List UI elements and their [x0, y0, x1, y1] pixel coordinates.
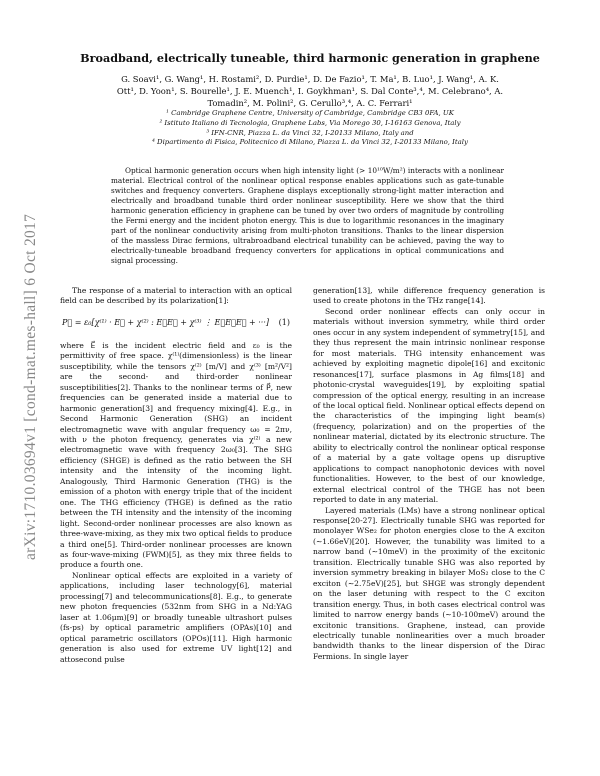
arxiv-identifier[interactable]: arXiv:1710.03694v1 [cond-mat.mes-hall] 6 Oct 2017 [22, 213, 39, 560]
paragraph: Layered materials (LMs) have a strong nonlinear optical response[20-27]. Electrically tunable SHG was reported for monolayer WSe₂ for photon energies close to the A exciton (∼1.66eV)[20]. However, the tunability was limited to a narrow band (∼10meV) in the proximity of the excitonic transition. Electrically tunable SHG was also reported by inversion symmetry breaking in bilayer MoS₂ close to the C exciton (∼2.75eV)[25], but SHGE was strongly dependent on the laser detuning with respect to the C exciton transition energy. Thus, in both cases electrical control was limited to narrow energy bands (∼10-100meV) around the excitonic transitions. Graphene, instead, can provide electrically tunable nonlinearities over a much broader bandwidth thanks to the linear dispersion of the Dirac Fermions. In single layer [313, 505, 545, 661]
right-column [313, 286, 545, 662]
author-list: G. Soavi¹, G. Wang¹, H. Rostami², D. Purdie¹, D. De Fazio¹, T. Ma¹, B. Luo¹, J. Wang¹, A. K. Ott¹, D. Yoon¹, S. Bourelle¹, J. E. Muench¹, I. Goykhman¹, S. Dal Conte³,⁴, M. Celebrano⁴, A. Tomadin², M. Polini², G. Cerullo³,⁴, A. C. Ferrari¹ [116, 74, 504, 108]
paragraph: The response of a material to interaction with an optical field can be described by its polarization[1]: [60, 286, 292, 306]
equation-1 [60, 313, 292, 335]
paragraph: Second order nonlinear effects can only occur in materials without inversion symmetry, while third order ones occur in any system independent of symmetry[15], and they thus represent the main intrinsic nonlinear response for most materials. THG intensity enhancement was achieved by exploiting magnetic dipole[16] and excitonic resonances[17], surface plasmons in Ag films[18] and photonic-crystal waveguides[19], by exploiting spatial compression of the optical energy, resulting in an increase of the local optical field. Nonlinear optical effects depend on the characteristics of the impinging light beam(s) (frequency, polarization) and on the properties of the nonlinear material, dictated by its electronic structure. The ability to electrically control the nonlinear optical response of a material by a gate voltage opens up disruptive applications to compact nanophotonic devices with novel functionalities. However, to the best of our knowledge, external electrical control of the THGE has not been reported to date in any material. [313, 306, 545, 505]
affiliation-2: ² Istituto Italiano di Tecnologia, Graphene Labs, Via Morego 30, I-16163 Genova, Italy [159, 118, 461, 127]
paper-title: Broadband, electrically tuneable, third harmonic generation in graphene [80, 51, 540, 65]
abstract: Optical harmonic generation occurs when high intensity light (> 10¹⁰W/m²) interacts with a nonlinear material. Electrical control of the nonlinear optical response enables applications such as gate-tunable switches and frequency converters. Graphene displays exceptionally strong-light matter interaction and electrically and broadband tunable third order nonlinear susceptibility. Here we show that the third harmonic generation efficiency in graphene can be tuned by over two orders of magnitude by controlling the Fermi energy and the incident photon energy. This is due to logarithmic resonances in the imaginary part of the nonlinear conductivity arising from multi-photon transitions. Thanks to the linear dispersion of the massless Dirac fermions, ultrabroadband electrical tunability can be achieved, paving the way to electrically-tuneable broadband frequency converters for applications in optical communications and signal processing. [111, 166, 504, 265]
paragraph: Nonlinear optical effects are exploited in a variety of applications, including laser technology[6], material processing[7] and telecommunications[8]. E.g., to generate new photon frequencies (532nm from SHG in a Nd:YAG laser at 1.06μm)[9] or broadly tuneable ultrashort pulses (fs-ps) by optical parametric amplifiers (OPAs)[10] and optical parametric oscillators (OPOs)[11]. High harmonic generation is also used for extreme UV light[12] and attosecond pulse [60, 570, 292, 664]
equation-body: P⃗ = ε₀[χ⁽¹⁾ · E⃗ + χ⁽²⁾ : E⃗E⃗ + χ⁽³⁾ ⋮ E⃗E⃗E⃗ + ···] [62, 317, 270, 327]
paragraph: where E⃗ is the incident electric field and ε₀ is the permittivity of free space. χ⁽¹⁾(dimensionless) is the linear susceptibility, while the tensors χ⁽²⁾ [m/V] and χ⁽³⁾ [m²/V²] are the second- and third-order nonlinear susceptibilities[2]. Thanks to the nonlinear terms of P⃗, new frequencies can be generated inside a material due to harmonic generation[3] and frequency mixing[4]. E.g., in Second Harmonic Generation (SHG) an incident electromagnetic wave with angular frequency ω₀ = 2πν, with ν the photon frequency, generates via χ⁽²⁾ a new electromagnetic wave with frequency 2ω₀[3]. The SHG efficiency (SHGE) is defined as the ratio between the SH intensity and the intensity of the incoming light. Analogously, Third Harmonic Generation (THG) is the emission of a photon with energy triple that of the incident one. The THG efficiency (THGE) is defined as the ratio between the TH intensity and the intensity of the incoming light. Second-order nonlinear processes are also known as three-wave-mixing, as they mix two optical fields to produce a third one[5]. Third-order nonlinear processes are known as four-wave-mixing (FWM)[5], as they mix three fields to produce a fourth one. [60, 340, 292, 570]
paragraph: generation[13], while difference frequency generation is used to create photons in the THz range[14]. [313, 286, 545, 306]
equation-number: (1) [278, 317, 290, 327]
affiliation-1: ¹ Cambridge Graphene Centre, University of Cambridge, Cambridge CB3 0FA, UK [166, 109, 454, 117]
affiliation-4: ⁴ Dipartimento di Fisica, Politecnico di Milano, Piazza L. da Vinci 32, I-20133 Milano, Italy [152, 138, 468, 147]
affiliations [90, 109, 530, 148]
affiliation-3: ³ IFN-CNR, Piazza L. da Vinci 32, I-20133 Milano, Italy and [206, 128, 414, 137]
left-column [60, 286, 292, 665]
